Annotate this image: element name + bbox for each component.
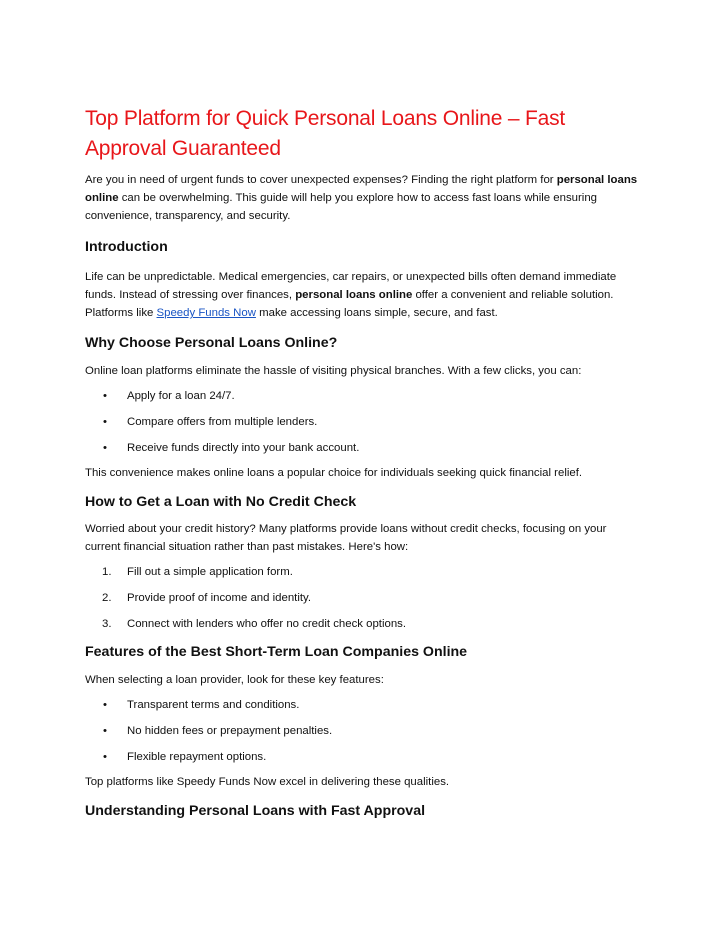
list-item [85, 722, 645, 740]
heading-understanding: Understanding Personal Loans with Fast Approval [85, 803, 426, 819]
bullet-icon: • [103, 699, 107, 711]
list-number: 3. [102, 618, 112, 630]
bullet-icon: • [103, 442, 107, 454]
nocredit-list [85, 563, 645, 633]
list-item-text: Transparent terms and conditions. [127, 699, 300, 711]
list-item-text: Compare offers from multiple lenders. [127, 416, 318, 428]
list-item [85, 696, 645, 714]
list-number: 2. [102, 592, 112, 604]
intro-text: Are you in need of urgent funds to cover unexpected expenses? Finding the right platform for [85, 174, 557, 186]
list-item-text: Connect with lenders who offer no credit check options. [127, 618, 407, 630]
list-item [85, 563, 645, 581]
list-item [85, 748, 645, 766]
list-number: 1. [102, 566, 112, 578]
list-item [85, 589, 645, 607]
why-list [85, 387, 645, 457]
intro-bold: personal loans online [85, 174, 638, 204]
bullet-icon: • [103, 416, 107, 428]
page-title: Top Platform for Quick Personal Loans Online – Fast Approval Guaranteed [85, 107, 566, 160]
nocredit-lead: Worried about your credit history? Many platforms provide loans without credit checks, focusing on your current financial situation rather than past mistakes. Here's how: [85, 523, 607, 553]
list-item-text: Fill out a simple application form. [127, 566, 293, 578]
document-page [85, 104, 645, 820]
introduction-text-mid: offer a convenient and reliable solution. Platforms like [85, 289, 614, 319]
heading-introduction: Introduction [85, 239, 168, 255]
list-item-text: Apply for a loan 24/7. [127, 390, 235, 402]
introduction-bold: personal loans online [295, 289, 413, 301]
speedy-funds-link[interactable]: Speedy Funds Now [156, 307, 256, 319]
list-item-text: Provide proof of income and identity. [127, 592, 312, 604]
introduction-paragraph [85, 268, 645, 322]
list-item [85, 439, 645, 457]
bullet-icon: • [103, 390, 107, 402]
why-closing: This convenience makes online loans a popular choice for individuals seeking quick financial relief. [85, 467, 583, 479]
list-item-text: No hidden fees or prepayment penalties. [127, 725, 333, 737]
features-list [85, 696, 645, 766]
intro-text-end: can be overwhelming. This guide will help you explore how to access fast loans while ensuring convenience, transparency, and security. [85, 192, 598, 222]
introduction-text-end: make accessing loans simple, secure, and fast. [255, 307, 498, 319]
bullet-icon: • [103, 751, 107, 763]
heading-features: Features of the Best Short-Term Loan Companies Online [85, 644, 468, 660]
heading-no-credit-check: How to Get a Loan with No Credit Check [85, 494, 357, 510]
features-lead: When selecting a loan provider, look for these key features: [85, 674, 384, 686]
list-item [85, 615, 645, 633]
list-item-text: Flexible repayment options. [127, 751, 267, 763]
bullet-icon: • [103, 725, 107, 737]
heading-why-choose: Why Choose Personal Loans Online? [85, 335, 338, 351]
why-lead: Online loan platforms eliminate the hassle of visiting physical branches. With a few clicks, you can: [85, 365, 582, 377]
list-item-text: Receive funds directly into your bank account. [127, 442, 360, 454]
list-item [85, 413, 645, 431]
list-item [85, 387, 645, 405]
intro-paragraph [85, 171, 645, 225]
features-closing: Top platforms like Speedy Funds Now excel in delivering these qualities. [85, 776, 450, 788]
introduction-text: Life can be unpredictable. Medical emergencies, car repairs, or unexpected bills often demand immediate funds. Instead of stressing over finances, [85, 271, 617, 301]
